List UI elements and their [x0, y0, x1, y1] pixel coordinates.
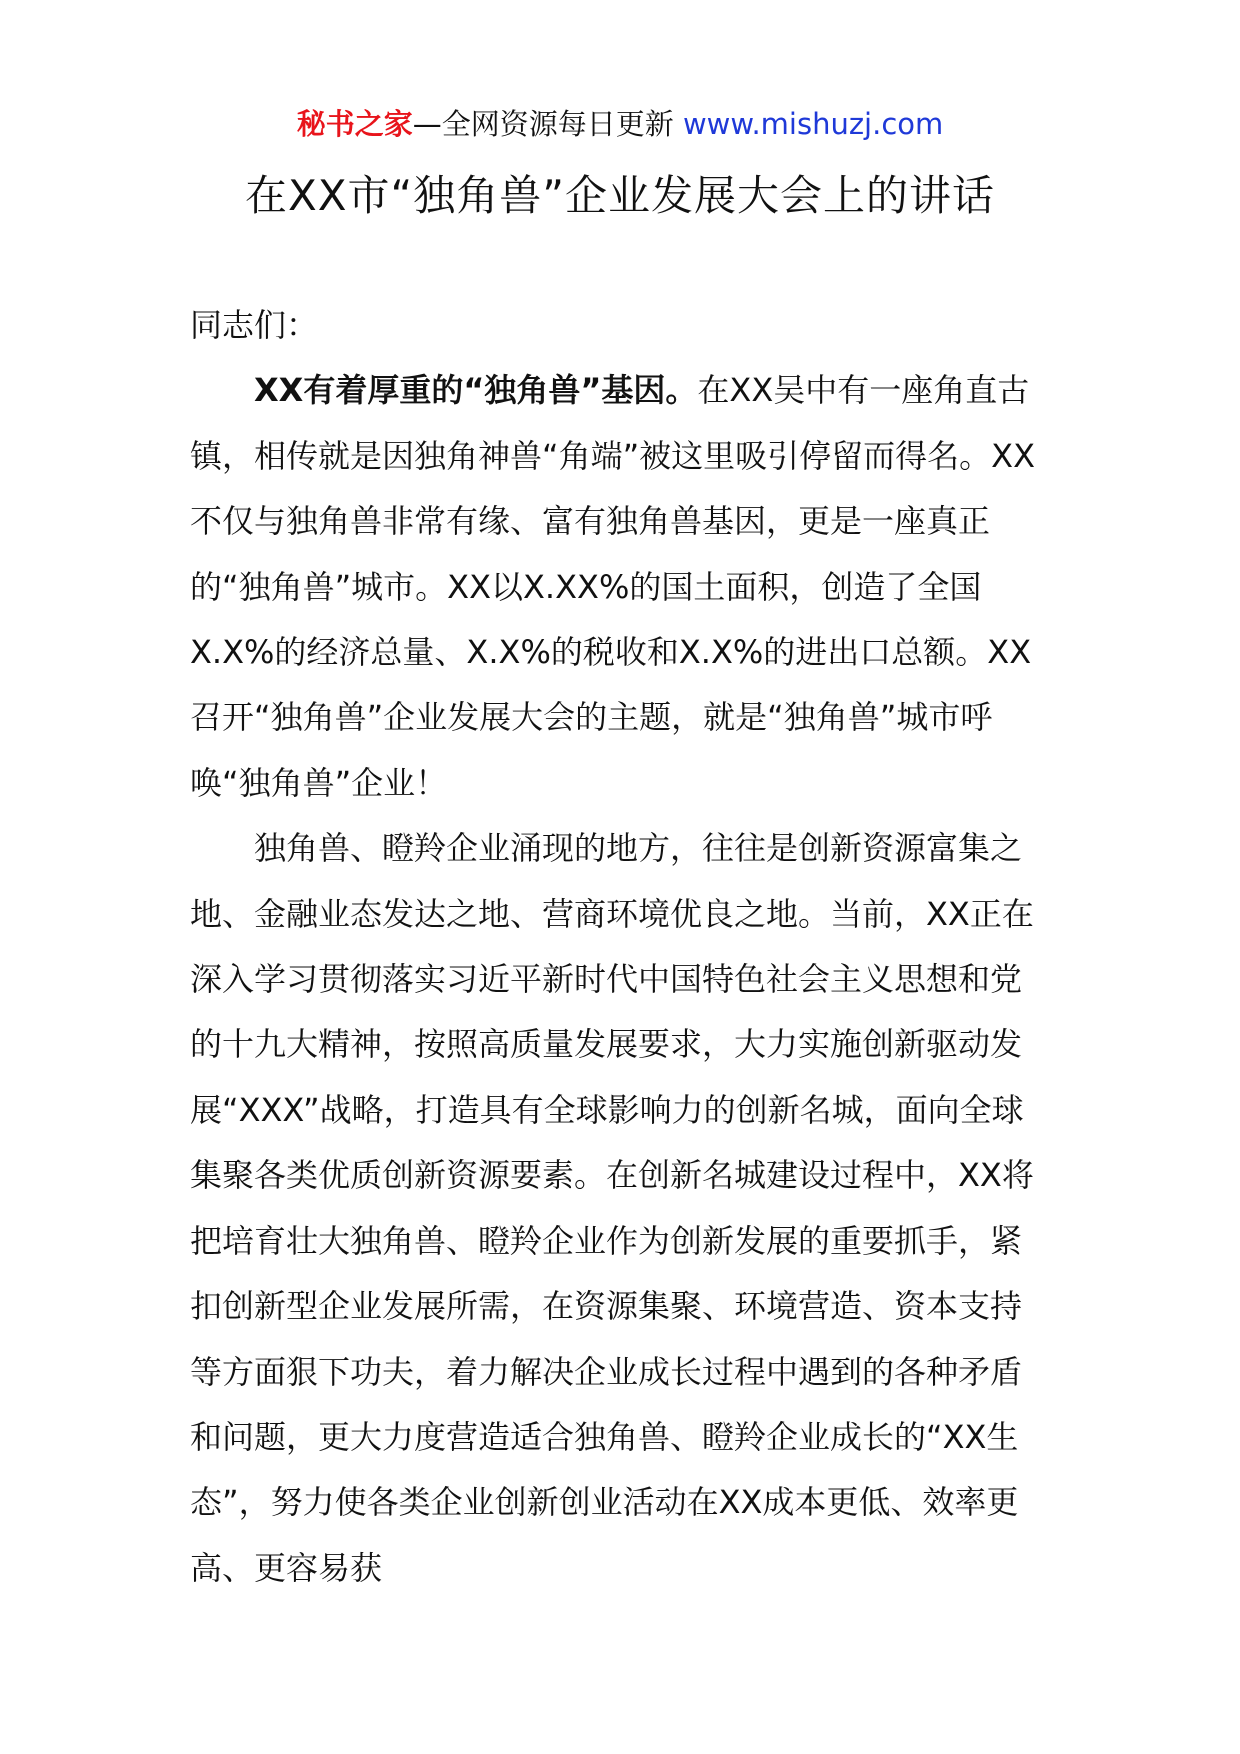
brand-name: 秘书之家	[296, 107, 413, 141]
document-title: 在XX市“独角兽”企业发展大会上的讲话	[244, 171, 996, 220]
salutation: 同志们：	[190, 306, 319, 344]
paragraph-1-text: 在XX吴中有一座角直古镇，相传就是因独角神兽“角端”被这里吸引停留而得名。XX不仅与独角兽非常有缘、富有独角兽基因，更是一座真正的“独角兽”城市。XX以X.XX%的国土面积，创造了全国X.X%的经济总量、X.X%的税收和X.X%的进出口总额。XX召开“独角兽”企业发展大会的主题，就是“独角兽”城市呼唤“独角兽”企业！	[190, 371, 1036, 802]
document-body	[190, 293, 1050, 1601]
paragraph-2-text: 独角兽、瞪羚企业涌现的地方，往往是创新资源富集之地、金融业态发达之地、营商环境优良之地。当前，XX正在深入学习贯彻落实习近平新时代中国特色社会主义思想和党的十九大精神，按照高质量发展要求，大力实施创新驱动发展“XXX”战略，打造具有全球影响力的创新名城，面向全球集聚各类优质创新资源要素。在创新名城建设过程中，XX将把培育壮大独角兽、瞪羚企业作为创新发展的重要抓手，紧扣创新型企业发展所需，在资源集聚、环境营造、资本支持等方面狠下功夫，着力解决企业成长过程中遇到的各种矛盾和问题，更大力度营造适合独角兽、瞪羚企业成长的“XX生态”，努力使各类企业创新创业活动在XX成本更低、效率更高、更容易获	[190, 829, 1034, 1587]
paragraph-1-lead: XX有着厚重的“独角兽”基因。	[254, 371, 698, 410]
header-slogan: —全网资源每日更新	[412, 107, 674, 141]
paragraph-1	[190, 358, 1050, 816]
site-header	[0, 104, 1240, 144]
site-url-link[interactable]: www.mishuzj.com	[682, 107, 944, 141]
paragraph-2	[190, 816, 1050, 1601]
